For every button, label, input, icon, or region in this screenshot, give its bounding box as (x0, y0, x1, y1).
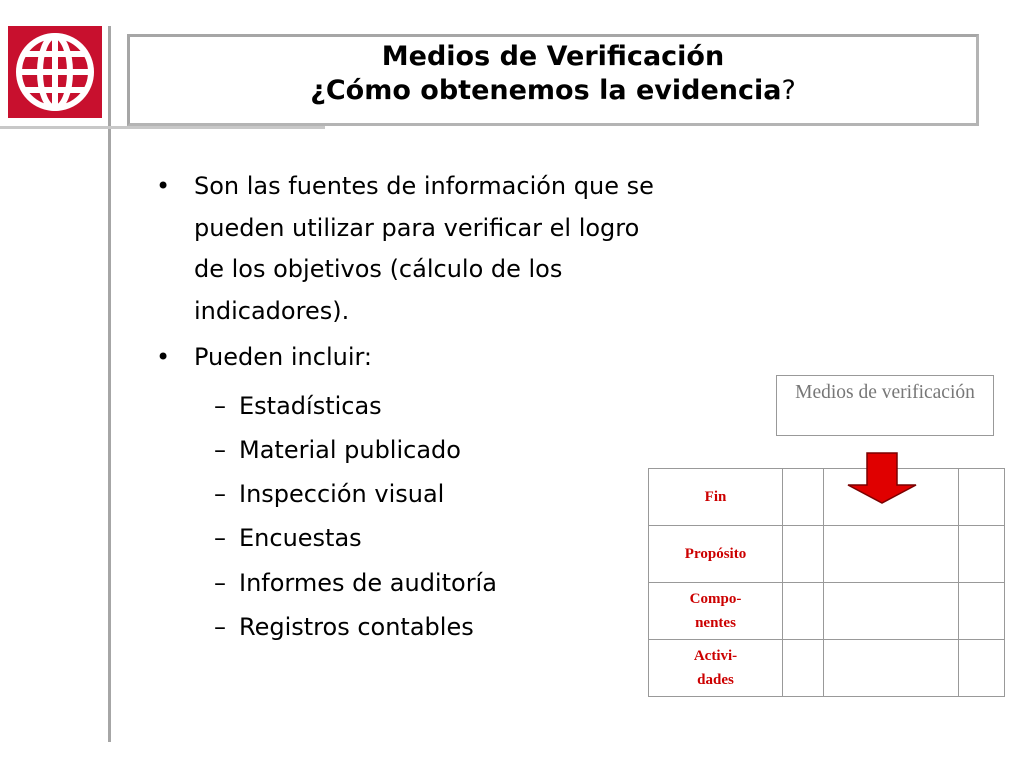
matrix-cell (824, 640, 959, 697)
table-row (649, 469, 1005, 526)
row-label-actividades (649, 640, 783, 697)
sub-item: – Estadísticas (214, 391, 382, 420)
title-box (127, 34, 979, 126)
matrix-cell (824, 526, 959, 583)
sub-item: – Material publicado (214, 435, 461, 464)
bullet-item (156, 337, 676, 379)
bullet-text: Pueden incluir: (194, 343, 373, 371)
medios-de-verificacion-label: Medios de verificación (776, 375, 994, 436)
bullet-marker: • (156, 343, 171, 371)
sub-item: – Informes de auditoría (214, 568, 497, 597)
world-bank-logo (8, 26, 102, 118)
table-row (649, 640, 1005, 697)
matrix-cell (783, 640, 824, 697)
bullet-item (156, 166, 676, 332)
horizontal-divider (0, 126, 325, 129)
matrix-cell (783, 583, 824, 640)
matrix-cell (959, 583, 1005, 640)
bullet-list (156, 166, 676, 649)
matrix-cell (959, 469, 1005, 526)
row-label-componentes-text: Compo- nentes (689, 591, 742, 631)
vertical-divider (108, 26, 111, 742)
matrix-cell (783, 526, 824, 583)
sub-item: – Encuestas (214, 524, 362, 553)
page-subtitle: ¿Cómo obtenemos la evidencia? (310, 75, 796, 106)
logframe-matrix (648, 468, 1005, 697)
matrix-cell (959, 640, 1005, 697)
down-arrow-icon (846, 452, 918, 504)
globe-icon (12, 29, 98, 115)
matrix-cell (959, 526, 1005, 583)
sub-item: – Inspección visual (214, 480, 445, 509)
row-label-actividades-text: Activi- dades (693, 648, 738, 688)
table-row (649, 526, 1005, 583)
matrix-cell (783, 469, 824, 526)
row-label-componentes (649, 583, 783, 640)
bullet-text: Son las fuentes de información que se pueden utilizar para verificar el logro de los objetivos (cálculo de los indicadores). (194, 172, 654, 325)
sub-item: – Registros contables (214, 612, 474, 641)
bullet-marker: • (156, 172, 171, 200)
page-title: Medios de Verificación (381, 41, 725, 72)
row-label-proposito: Propósito (649, 526, 783, 583)
matrix-cell (824, 583, 959, 640)
row-label-fin: Fin (649, 469, 783, 526)
table-row (649, 583, 1005, 640)
